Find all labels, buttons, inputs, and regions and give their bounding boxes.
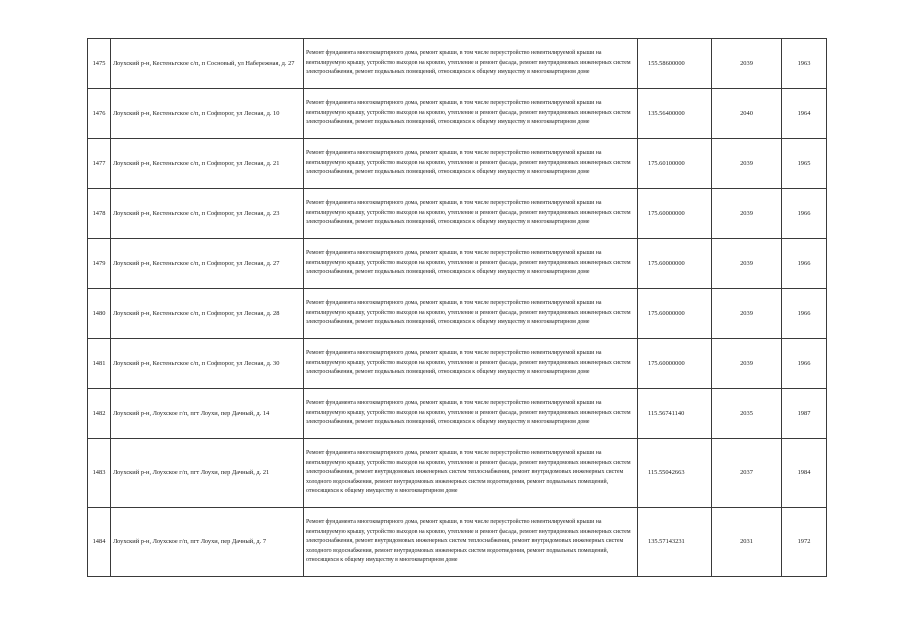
address-cell: Лоухский р-н, Кестеньгское с/п, п Софпорог, ул Лесная, д. 28: [111, 289, 304, 339]
works-cell: Ремонт фундамента многоквартирного дома, ремонт крыши, в том числе переустройство невентилируемой крыши на вентилируемую крышу, устройство выходов на кровлю, утепление и ремонт фасада, ремонт внутридомовых инженерных систем электроснабжения, ремонт подвальных помещений, относящихся к общему имуществу в многоквартирном доме: [304, 139, 638, 189]
works-cell: Ремонт фундамента многоквартирного дома, ремонт крыши, в том числе переустройство невентилируемой крыши на вентилируемую крышу, устройство выходов на кровлю, утепление и ремонт фасада, ремонт внутридомовых инженерных систем электроснабжения, ремонт подвальных помещений, относящихся к общему имуществу в многоквартирном доме: [304, 239, 638, 289]
row-number-cell: 1480: [88, 289, 111, 339]
address-cell: Лоухский р-н, Лоухское г/п, пгт Лоухи, пер Дачный, д. 7: [111, 508, 304, 577]
address-cell: Лоухский р-н, Кестеньгское с/п, п Софпорог, ул Лесная, д. 23: [111, 189, 304, 239]
build-year-cell: 1966: [782, 289, 827, 339]
planned-year-cell: 2039: [712, 239, 782, 289]
row-number-cell: 1484: [88, 508, 111, 577]
row-number-cell: 1479: [88, 239, 111, 289]
works-cell: Ремонт фундамента многоквартирного дома, ремонт крыши, в том числе переустройство невентилируемой крыши на вентилируемую крышу, устройство выходов на кровлю, утепление и ремонт фасада, ремонт внутридомовых инженерных систем электроснабжения, ремонт подвальных помещений, относящихся к общему имуществу в многоквартирном доме: [304, 389, 638, 439]
address-cell: Лоухский р-н, Кестеньгское с/п, п Софпорог, ул Лесная, д. 21: [111, 139, 304, 189]
works-cell: Ремонт фундамента многоквартирного дома, ремонт крыши, в том числе переустройство невентилируемой крыши на вентилируемую крышу, устройство выходов на кровлю, утепление и ремонт фасада, ремонт внутридомовых инженерных систем электроснабжения, ремонт подвальных помещений, относящихся к общему имуществу в многоквартирном доме: [304, 289, 638, 339]
address-cell: Лоухский р-н, Кестеньгское с/п, п Софпорог, ул Лесная, д. 30: [111, 339, 304, 389]
cost-cell: 115.55042663: [638, 439, 712, 508]
address-cell: Лоухский р-н, Лоухское г/п, пгт Лоухи, пер Дачный, д. 14: [111, 389, 304, 439]
row-number-cell: 1477: [88, 139, 111, 189]
works-cell: Ремонт фундамента многоквартирного дома, ремонт крыши, в том числе переустройство невентилируемой крыши на вентилируемую крышу, устройство выходов на кровлю, утепление и ремонт фасада, ремонт внутридомовых инженерных систем электроснабжения, ремонт внутридомовых инженерных систем теплоснабжения, ремонт внутридомовых инженерных систем холодного водоснабжения, ремонт внутридомовых инженерных систем водоотведения, ремонт подвальных помещений, относящихся к общему имуществу в многоквартирном доме: [304, 439, 638, 508]
cost-cell: 155.58600000: [638, 39, 712, 89]
planned-year-cell: 2039: [712, 39, 782, 89]
cost-cell: 175.60000000: [638, 289, 712, 339]
planned-year-cell: 2040: [712, 89, 782, 139]
row-number-cell: 1482: [88, 389, 111, 439]
cost-cell: 115.56741140: [638, 389, 712, 439]
works-cell: Ремонт фундамента многоквартирного дома, ремонт крыши, в том числе переустройство невентилируемой крыши на вентилируемую крышу, устройство выходов на кровлю, утепление и ремонт фасада, ремонт внутридомовых инженерных систем электроснабжения, ремонт подвальных помещений, относящихся к общему имуществу в многоквартирном доме: [304, 189, 638, 239]
table-row: [88, 189, 827, 239]
build-year-cell: 1987: [782, 389, 827, 439]
table-row: [88, 339, 827, 389]
planned-year-cell: 2037: [712, 439, 782, 508]
table-row: [88, 508, 827, 577]
cost-cell: 135.57143231: [638, 508, 712, 577]
cost-cell: 135.56400000: [638, 89, 712, 139]
build-year-cell: 1966: [782, 339, 827, 389]
cost-cell: 175.60000000: [638, 339, 712, 389]
planned-year-cell: 2039: [712, 189, 782, 239]
build-year-cell: 1965: [782, 139, 827, 189]
row-number-cell: 1478: [88, 189, 111, 239]
table-row: [88, 439, 827, 508]
table-row: [88, 89, 827, 139]
table-body: [88, 39, 827, 577]
table-row: [88, 289, 827, 339]
row-number-cell: 1483: [88, 439, 111, 508]
row-number-cell: 1475: [88, 39, 111, 89]
build-year-cell: 1966: [782, 239, 827, 289]
cost-cell: 175.60000000: [638, 239, 712, 289]
works-cell: Ремонт фундамента многоквартирного дома, ремонт крыши, в том числе переустройство невентилируемой крыши на вентилируемую крышу, устройство выходов на кровлю, утепление и ремонт фасада, ремонт внутридомовых инженерных систем электроснабжения, ремонт подвальных помещений, относящихся к общему имуществу в многоквартирном доме: [304, 339, 638, 389]
planned-year-cell: 2039: [712, 139, 782, 189]
address-cell: Лоухский р-н, Лоухское г/п, пгт Лоухи, пер Дачный, д. 21: [111, 439, 304, 508]
table-row: [88, 239, 827, 289]
build-year-cell: 1972: [782, 508, 827, 577]
table-row: [88, 389, 827, 439]
planned-year-cell: 2031: [712, 508, 782, 577]
cost-cell: 175.60100000: [638, 139, 712, 189]
document-page: [87, 38, 826, 577]
cost-cell: 175.60000000: [638, 189, 712, 239]
planned-year-cell: 2039: [712, 289, 782, 339]
build-year-cell: 1964: [782, 89, 827, 139]
row-number-cell: 1476: [88, 89, 111, 139]
table-row: [88, 139, 827, 189]
build-year-cell: 1984: [782, 439, 827, 508]
capital-repair-table: [87, 38, 827, 577]
address-cell: Лоухский р-н, Кестеньгское с/п, п Софпорог, ул Лесная, д. 10: [111, 89, 304, 139]
works-cell: Ремонт фундамента многоквартирного дома, ремонт крыши, в том числе переустройство невентилируемой крыши на вентилируемую крышу, устройство выходов на кровлю, утепление и ремонт фасада, ремонт внутридомовых инженерных систем электроснабжения, ремонт внутридомовых инженерных систем теплоснабжения, ремонт внутридомовых инженерных систем холодного водоснабжения, ремонт внутридомовых инженерных систем водоотведения, ремонт подвальных помещений, относящихся к общему имуществу в многоквартирном доме: [304, 508, 638, 577]
planned-year-cell: 2039: [712, 339, 782, 389]
table-row: [88, 39, 827, 89]
works-cell: Ремонт фундамента многоквартирного дома, ремонт крыши, в том числе переустройство невентилируемой крыши на вентилируемую крышу, устройство выходов на кровлю, утепление и ремонт фасада, ремонт внутридомовых инженерных систем электроснабжения, ремонт подвальных помещений, относящихся к общему имуществу в многоквартирном доме: [304, 39, 638, 89]
row-number-cell: 1481: [88, 339, 111, 389]
works-cell: Ремонт фундамента многоквартирного дома, ремонт крыши, в том числе переустройство невентилируемой крыши на вентилируемую крышу, устройство выходов на кровлю, утепление и ремонт фасада, ремонт внутридомовых инженерных систем электроснабжения, ремонт подвальных помещений, относящихся к общему имуществу в многоквартирном доме: [304, 89, 638, 139]
planned-year-cell: 2035: [712, 389, 782, 439]
address-cell: Лоухский р-н, Кестеньгское с/п, п Софпорог, ул Лесная, д. 27: [111, 239, 304, 289]
address-cell: Лоухский р-н, Кестеньгское с/п, п Сосновый, ул Набережная, д. 27: [111, 39, 304, 89]
build-year-cell: 1966: [782, 189, 827, 239]
build-year-cell: 1963: [782, 39, 827, 89]
